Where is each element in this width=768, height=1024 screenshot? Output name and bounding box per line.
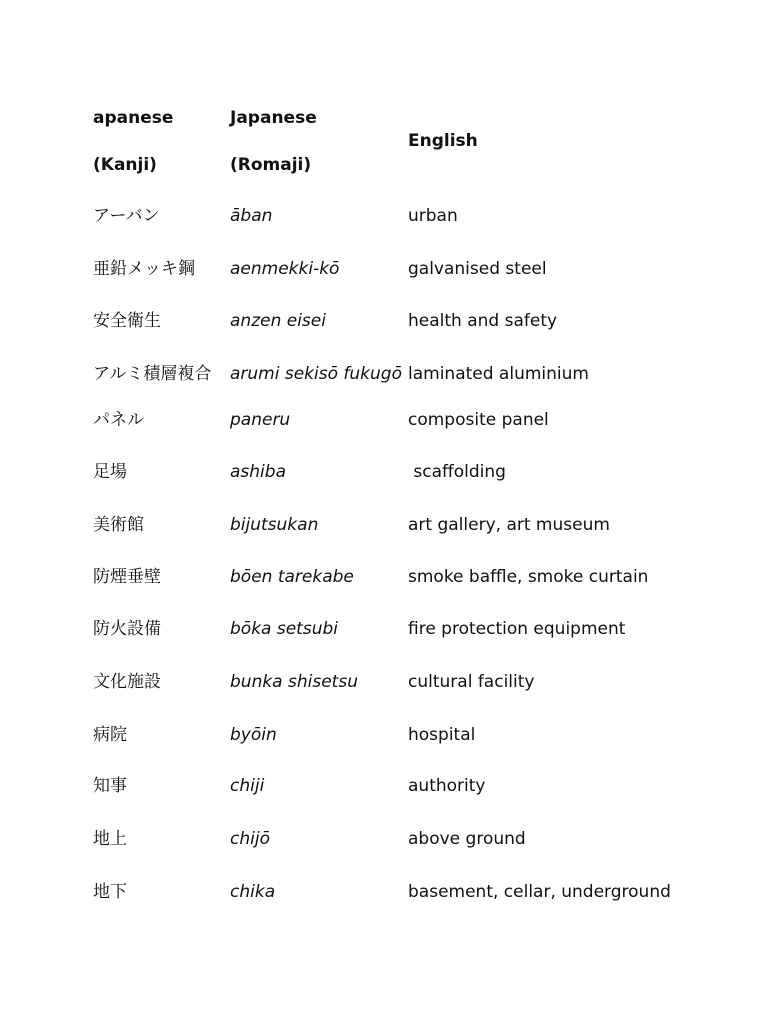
row-romaji: bōka setsubi (230, 619, 338, 639)
row-romaji: bunka shisetsu (230, 672, 358, 692)
row-kanji: 防火設備 (93, 619, 161, 639)
row-english: galvanised steel (408, 259, 547, 279)
row-english: hospital (408, 725, 476, 745)
row-kanji: 地上 (93, 829, 127, 849)
row-english: cultural facility (408, 672, 535, 692)
row-romaji: chijō (230, 829, 270, 849)
row-kanji: 美術館 (93, 515, 144, 535)
row-romaji: bōen tarekabe (230, 567, 354, 587)
row-romaji: byōin (230, 725, 277, 745)
row-english: art gallery, art museum (408, 515, 610, 535)
header-romaji-line1: Japanese (230, 108, 317, 128)
row-english: authority (408, 776, 486, 796)
row-romaji: āban (230, 206, 273, 226)
header-english: English (408, 131, 478, 151)
row-kanji: 亜鉛メッキ鋼 (93, 259, 195, 279)
header-romaji-line2: (Romaji) (230, 155, 312, 175)
row-kanji: 安全衛生 (93, 311, 161, 331)
row-english: basement, cellar, underground (408, 882, 671, 902)
row-romaji: chiji (230, 776, 265, 796)
row-romaji: bijutsukan (230, 515, 319, 535)
header-kanji-line1: apanese (93, 108, 174, 128)
row-romaji: arumi sekisō fukugō (230, 364, 402, 384)
row-kanji: パネル (93, 410, 144, 430)
header-kanji-line2: (Kanji) (93, 155, 157, 175)
row-kanji: 文化施設 (93, 672, 161, 692)
row-romaji: paneru (230, 410, 291, 430)
row-kanji: 地下 (93, 882, 127, 902)
row-english: urban (408, 206, 458, 226)
row-romaji: chika (230, 882, 276, 902)
row-kanji: 足場 (93, 462, 127, 482)
row-english: health and safety (408, 311, 558, 331)
row-kanji: アーバン (93, 206, 160, 226)
row-english: scaffolding (408, 462, 506, 482)
row-english: fire protection equipment (408, 619, 626, 639)
row-romaji: aenmekki-kō (230, 259, 340, 279)
row-kanji: アルミ積層複合 (93, 364, 212, 384)
row-english: laminated aluminium (408, 364, 589, 384)
row-english: above ground (408, 829, 526, 849)
row-kanji: 病院 (93, 725, 127, 745)
row-kanji: 知事 (93, 776, 127, 796)
row-english: composite panel (408, 410, 549, 430)
row-english: smoke baffle, smoke curtain (408, 567, 649, 587)
row-romaji: ashiba (230, 462, 286, 482)
row-kanji: 防煙垂壁 (93, 567, 161, 587)
row-romaji: anzen eisei (230, 311, 326, 331)
